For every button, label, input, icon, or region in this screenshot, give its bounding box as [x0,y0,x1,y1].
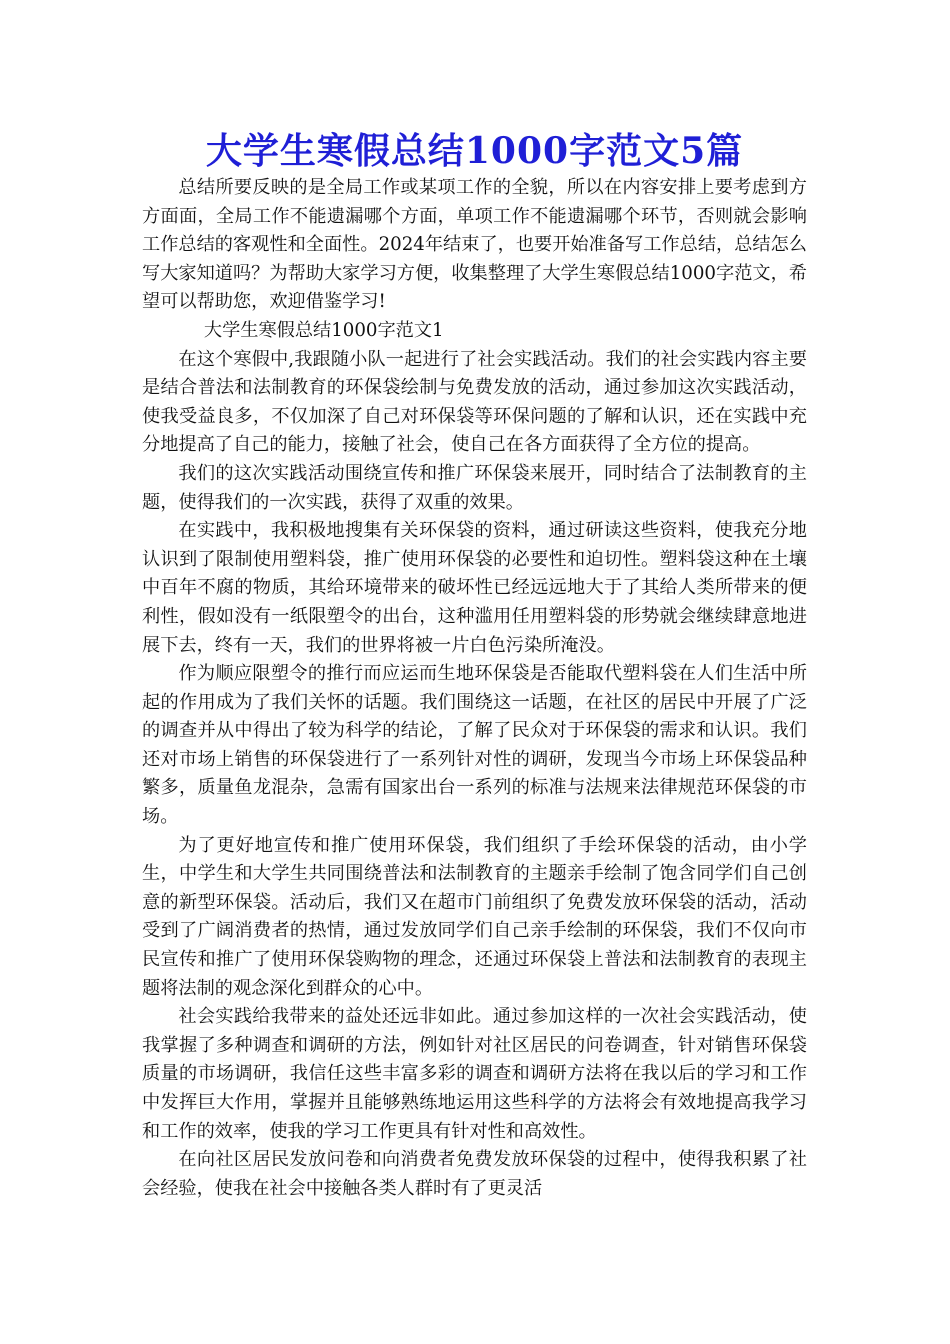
intro-paragraph: 总结所要反映的是全局工作或某项工作的全貌，所以在内容安排上要考虑到方方面面，全局工作不能遗漏哪个方面，单项工作不能遗漏哪个环节，否则就会影响工作总结的客观性和全面性。2024年结束了，也要开始准备写工作总结，总结怎么写大家知道吗？为帮助大家学习方便，收集整理了大学生寒假总结1000字范文，希望可以帮助您，欢迎借鉴学习! [142,177,807,313]
body-paragraph-6: 社会实践给我带来的益处还远非如此。通过参加这样的一次社会实践活动，使我掌握了多种调查和调研的方法，例如针对社区居民的问卷调查，针对销售环保袋质量的市场调研，我信任这些丰富多彩的调查和调研方法将在我以后的学习和工作中发挥巨大作用，掌握并且能够熟练地运用这些科学的方法将会有效地提高我学习和工作的效率，使我的学习工作更具有针对性和高效性。 [142,1006,807,1142]
body-paragraph-7: 在向社区居民发放问卷和向消费者免费发放环保袋的过程中，使得我积累了社会经验，使我在社会中接触各类人群时有了更灵活 [142,1149,807,1199]
body-paragraph-1: 在这个寒假中,我跟随小队一起进行了社会实践活动。我们的社会实践内容主要是结合普法和法制教育的环保袋绘制与免费发放的活动，通过参加这次实践活动，使我受益良多，不仅加深了自己对环保袋等环保问题的了解和认识，还在实践中充分地提高了自己的能力，接触了社会，使自己在各方面获得了全方位的提高。 [142,348,807,456]
body-paragraph-2: 我们的这次实践活动围绕宣传和推广环保袋来展开，同时结合了法制教育的主题，使得我们的一次实践，获得了双重的效果。 [142,462,807,513]
body-paragraph-4: 作为顺应限塑令的推行而应运而生地环保袋是否能取代塑料袋在人们生活中所起的作用成为了我们关怀的话题。我们围绕这一话题，在社区的居民中开展了广泛的调查并从中得出了较为科学的结论，了解了民众对于环保袋的需求和认识。我们还对市场上销售的环保袋进行了一系列针对性的调研，发现当今市场上环保袋品种繁多，质量鱼龙混杂，急需有国家出台一系列的标准与法规来法律规范环保袋的市场。 [142,663,807,828]
document-page [142,128,807,1203]
section-title: 大学生寒假总结1000字范文1 [203,319,444,341]
document-title: 大学生寒假总结1000字范文5篇 [205,130,744,172]
body-paragraph-5: 为了更好地宣传和推广使用环保袋，我们组织了手绘环保袋的活动，由小学生，中学生和大学生共同围绕普法和法制教育的主题亲手绘制了饱含同学们自己创意的新型环保袋。活动后，我们又在超市门前组织了免费发放环保袋的活动，活动受到了广阔消费者的热情，通过发放同学们自己亲手绘制的环保袋，我们不仅向市民宣传和推广了使用环保袋购物的理念，还通过环保袋上普法和法制教育的表现主题将法制的观念深化到群众的心中。 [142,834,807,999]
body-paragraph-3: 在实践中，我积极地搜集有关环保袋的资料，通过研读这些资料，使我充分地认识到了限制使用塑料袋，推广使用环保袋的必要性和迫切性。塑料袋这种在土壤中百年不腐的物质，其给环境带来的破坏性已经远远地大于了其给人类所带来的便利性，假如没有一纸限塑令的出台，这种滥用任用塑料袋的形势就会继续肆意地进展下去，终有一天，我们的世界将被一片白色污染所淹没。 [142,520,807,656]
